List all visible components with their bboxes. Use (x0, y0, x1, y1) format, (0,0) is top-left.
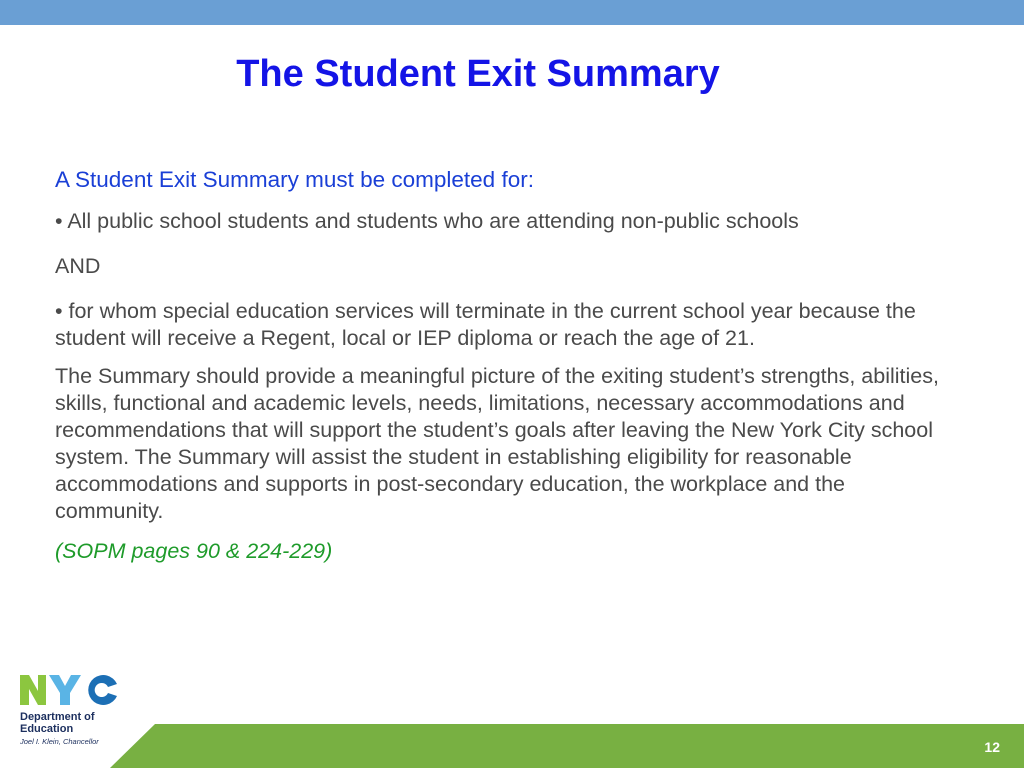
logo-education: Education (20, 723, 74, 735)
nyc-logo-mark (20, 673, 120, 707)
footer-band (0, 724, 1024, 768)
slide-title: The Student Exit Summary (236, 53, 720, 95)
slide-number: 12 (984, 739, 1000, 755)
logo-chancellor: Joel I. Klein, Chancellor (20, 737, 99, 746)
logo-department-of: Department of (20, 711, 95, 723)
bullet-public-schools: • All public school students and students who are attending non-public schools (55, 209, 799, 233)
sopm-citation: (SOPM pages 90 & 224-229) (55, 539, 333, 563)
summary-paragraph: The Summary should provide a meaningful picture of the exiting student’s strengths, abilities, skills, functional and academic levels, needs, limitations, necessary accommodations and recommendations that will support the student’s goals after leaving the New York City school system. The Summary will assist the student in establishing eligibility for reasonable accommodations and supports in post-secondary education, the workplace and the community. (55, 364, 939, 523)
top-accent-bar (0, 0, 1024, 25)
footer-band-shape (0, 724, 1024, 768)
intro-text: A Student Exit Summary must be completed for: (55, 167, 534, 192)
slide-body (55, 165, 955, 565)
bullet-services-terminate: • for whom special education services will terminate in the current school year because the student will receive a Regent, local or IEP diploma or reach the age of 21. (55, 299, 916, 350)
connector-and: AND (55, 254, 101, 278)
nyc-doe-logo (20, 673, 130, 753)
